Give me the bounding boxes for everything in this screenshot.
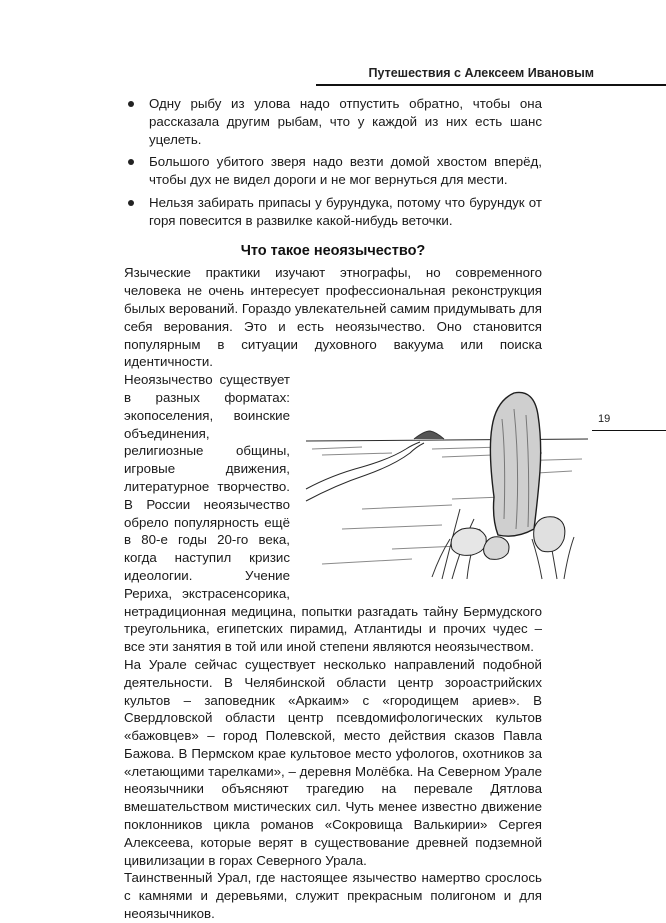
river-edge-lower [306, 443, 424, 501]
section-title: Что такое неоязычество? [240, 242, 426, 259]
standing-stone [490, 393, 540, 537]
standing-stone-drawing [302, 379, 592, 584]
paragraph-ural-movements: На Урале сейчас существует несколько направлений подобной деятельности. В Челябинской области центр зороастрийских культов – заповедник «Аркаим» с «городищем ариев». В Свердловской области центр псевдомифологических культов «бажовцев» – город Полевской, место действия сказов Павла Бажова. В Пермском крае культовое место уфологов, охотников за «летающими тарелками», – деревня Молёбка. На Северном Урале неоязычники объясняют трагедию на перевале Дятлова вмешательством мистических сил. Чуть менее известно движение поклонников цикла романов «Сокровища Валькирии» Сергея Алексеева, которые верят в существование древней подземной цивилизации в горах Северного Урала. [124, 656, 542, 868]
horizon-line [306, 439, 588, 441]
superstition-list [124, 95, 542, 230]
paragraph-intro: Языческие практики изучают этнографы, но современного человека не очень интересует профессиональная реконструкция былых верований. Гораздо увлекательней самим придумывать для себя верования. Это и есть неоязычество. Оно становится популярным в ситуации духовного вакуума или поиска идентичности. [124, 265, 542, 370]
illustration-standing-stone [302, 379, 592, 584]
distant-hill [414, 431, 444, 439]
rock-left [451, 528, 486, 555]
page-body [124, 95, 542, 923]
rock-right [534, 517, 565, 552]
page-number: 19 [598, 413, 611, 425]
list-item: Одну рыбу из улова надо отпустить обратно, чтобы она рассказала другим рыбам, что у каждой из них есть шанс уцелеть. [124, 95, 542, 148]
header-rule [316, 84, 666, 86]
list-item: Большого убитого зверя надо везти домой хвостом вперёд, чтобы дух не видел дороги и не мог вернуться для мести. [124, 153, 542, 189]
rock-middle [484, 537, 509, 560]
paragraph-formats: Неоязычество существует в разных форматах: экопоселения, воинские объединения, религиозные общины, игровые движения, литературное творчество. В России неоязычество обрело популярность ещё в 80-е годы 20-го века, когда наступил кризис идеологии. Учение Рериха, экстрасенсорика, нетрадиционная медицина, попытки разгадать тайну Бермудского треугольника, египетских пирамид, Атлантиды и прочих чудес – все эти занятия в той или иной степени являются неоязычеством. [124, 372, 542, 655]
list-item: Нельзя забирать припасы у бурундука, потому что бурундук от горя повесится в развилке какой-нибудь веточки. [124, 194, 542, 230]
running-header-title: Путешествия с Алексеем Ивановым [368, 66, 594, 80]
paragraph-conclusion: Таинственный Урал, где настоящее язычество намертво срослось с камнями и деревьями, служит прекрасным полигоном и для неоязычников. [124, 870, 542, 922]
page-number-rule [592, 430, 666, 431]
